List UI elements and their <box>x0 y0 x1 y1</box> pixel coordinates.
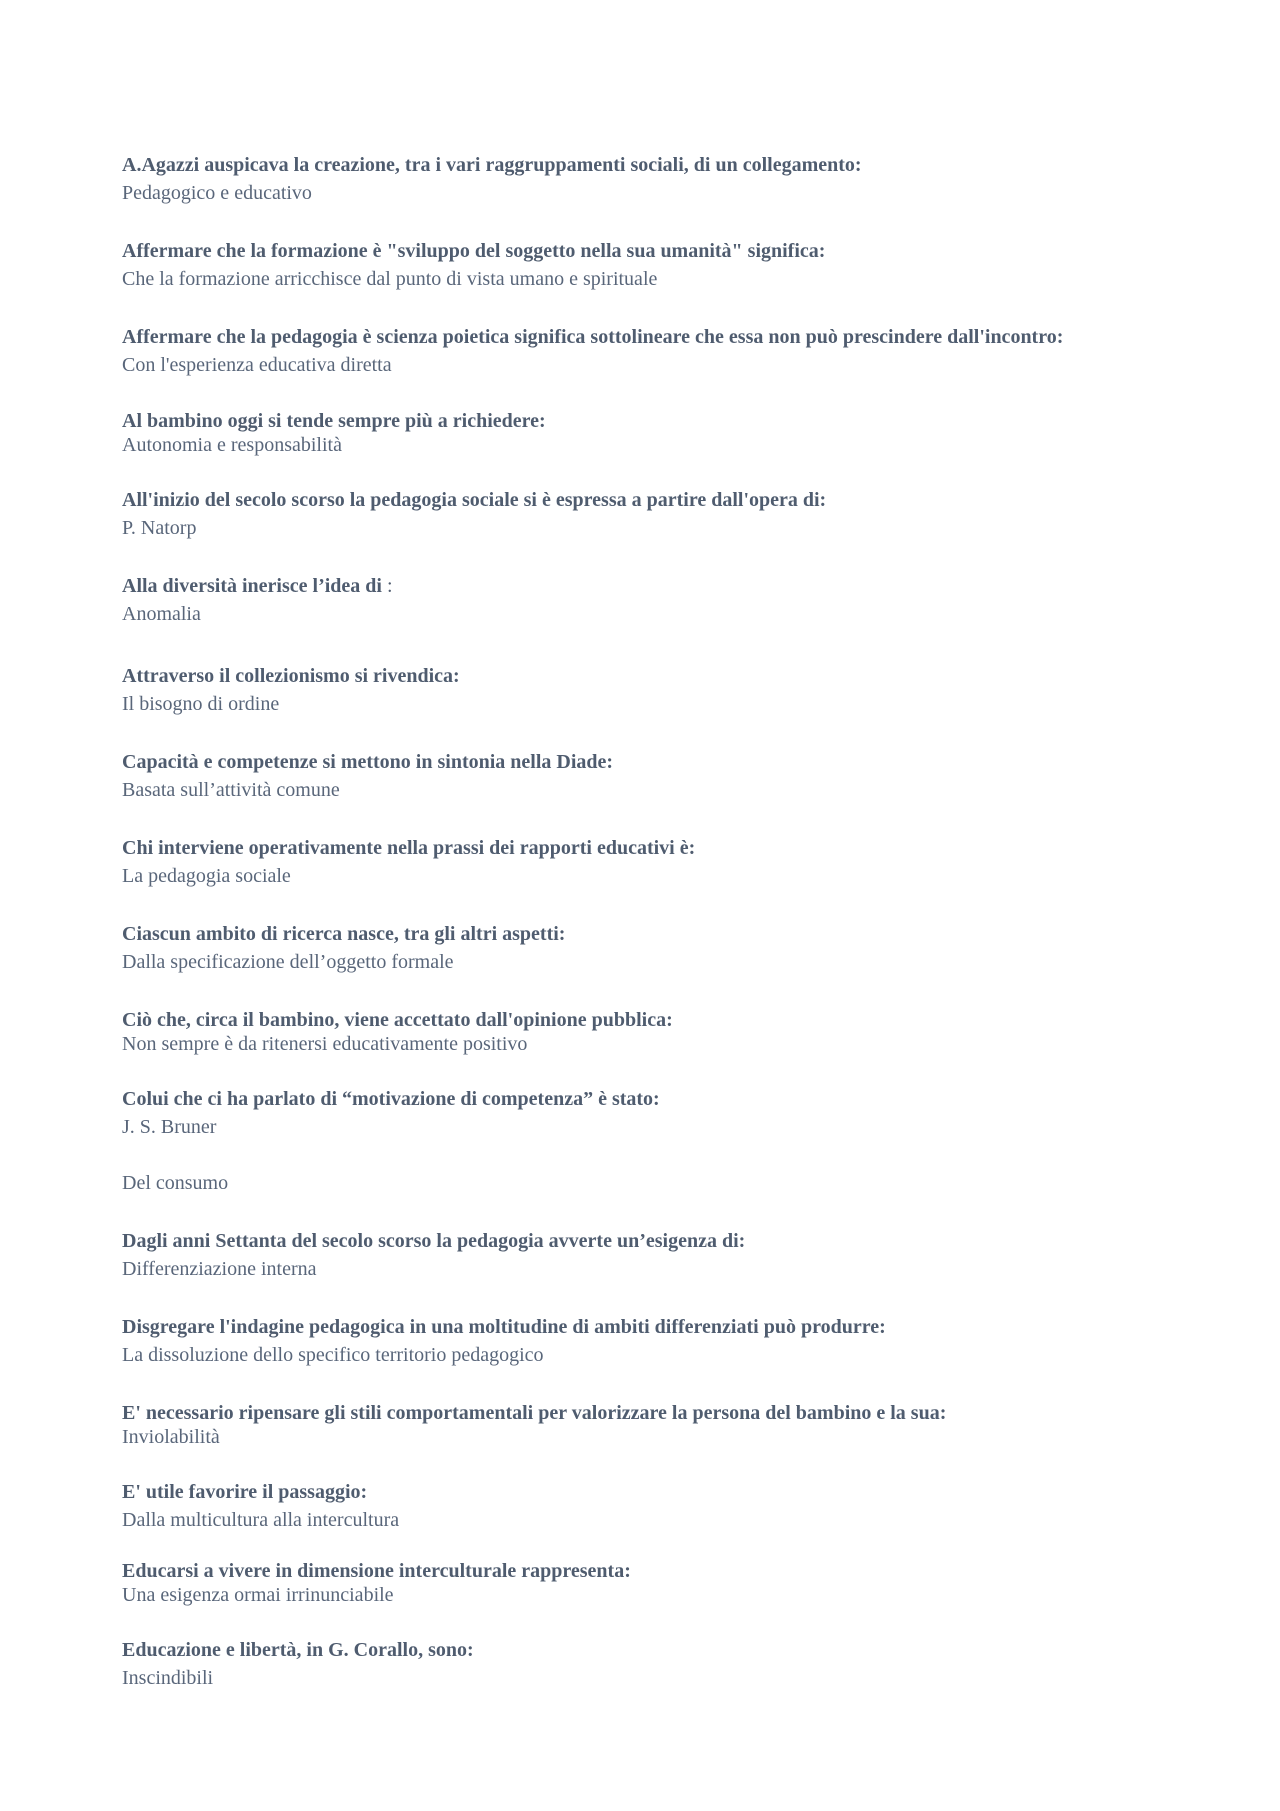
answer: Anomalia <box>122 603 201 625</box>
answer: Che la formazione arricchisce dal punto di vista umano e spirituale <box>122 268 658 290</box>
question: A.Agazzi auspicava la creazione, tra i vari raggruppamenti sociali, di un collegamento: <box>122 154 862 176</box>
answer: Inviolabilità <box>122 1426 220 1448</box>
qa-item-8 <box>122 749 1242 803</box>
question: Dagli anni Settanta del secolo scorso la pedagogia avverte un’esigenza di: <box>122 1230 746 1252</box>
question: Colui che ci ha parlato di “motivazione di competenza” è stato: <box>122 1088 660 1110</box>
answer: Con l'esperienza educativa diretta <box>122 354 392 376</box>
question: E' necessario ripensare gli stili comportamentali per valorizzare la persona del bambino e la sua: <box>122 1402 947 1424</box>
qa-item-10 <box>122 921 1242 975</box>
question: Educarsi a vivere in dimensione interculturale rappresenta: <box>122 1560 631 1582</box>
qa-item-15 <box>122 1314 1242 1368</box>
qa-item-2 <box>122 238 1242 292</box>
question: Affermare che la formazione è "sviluppo del soggetto nella sua umanità" significa: <box>122 240 826 262</box>
answer: Inscindibili <box>122 1667 214 1689</box>
question: Al bambino oggi si tende sempre più a richiedere: <box>122 410 546 432</box>
answer: Una esigenza ormai irrinunciabile <box>122 1584 394 1606</box>
question <box>122 573 1242 599</box>
answer: P. Natorp <box>122 517 197 539</box>
answer: Dalla specificazione dell’oggetto formale <box>122 951 454 973</box>
answer: Differenziazione interna <box>122 1258 317 1280</box>
answer: Non sempre è da ritenersi educativamente positivo <box>122 1033 528 1055</box>
qa-item-5 <box>122 487 1242 541</box>
qa-item-6 <box>122 573 1242 627</box>
question: Affermare che la pedagogia è scienza poietica significa sottolineare che essa non può prescindere dall'incontro: <box>122 326 1064 348</box>
answer: Basata sull’attività comune <box>122 779 340 801</box>
answer: Dalla multicultura alla intercultura <box>122 1509 400 1531</box>
qa-item-16 <box>122 1400 1242 1450</box>
question: All'inizio del secolo scorso la pedagogia sociale si è espressa a partire dall'opera di: <box>122 489 827 511</box>
answer: Del consumo <box>122 1172 229 1194</box>
qa-item-17 <box>122 1479 1242 1533</box>
question-text: Alla diversità inerisce l’idea di <box>122 575 382 597</box>
qa-item-7 <box>122 663 1242 717</box>
answer: La pedagogia sociale <box>122 865 291 887</box>
qa-item-19 <box>122 1637 1242 1691</box>
answer: Il bisogno di ordine <box>122 693 280 715</box>
answer: J. S. Bruner <box>122 1116 217 1138</box>
qa-item-1 <box>122 152 1242 206</box>
question: Attraverso il collezionismo si rivendica: <box>122 665 460 687</box>
answer: Pedagogico e educativo <box>122 182 312 204</box>
question: Ciò che, circa il bambino, viene accettato dall'opinione pubblica: <box>122 1009 673 1031</box>
qa-item-18 <box>122 1558 1242 1608</box>
answer: Autonomia e responsabilità <box>122 434 342 456</box>
answer: La dissoluzione dello specifico territorio pedagogico <box>122 1344 544 1366</box>
qa-item-14 <box>122 1228 1242 1282</box>
question: E' utile favorire il passaggio: <box>122 1481 368 1503</box>
question: Chi interviene operativamente nella prassi dei rapporti educativi è: <box>122 837 696 859</box>
question: Ciascun ambito di ricerca nasce, tra gli altri aspetti: <box>122 923 566 945</box>
qa-item-9 <box>122 835 1242 889</box>
question: Educazione e libertà, in G. Corallo, sono: <box>122 1639 474 1661</box>
qa-item-3 <box>122 324 1242 378</box>
qa-item-4 <box>122 408 1242 458</box>
qa-item-12 <box>122 1086 1242 1140</box>
question: Capacità e competenze si mettono in sintonia nella Diade: <box>122 751 614 773</box>
question-suffix: : <box>381 575 393 597</box>
question: Disgregare l'indagine pedagogica in una moltitudine di ambiti differenziati può produrre: <box>122 1316 886 1338</box>
qa-item-13 <box>122 1170 1242 1196</box>
qa-item-11 <box>122 1007 1242 1057</box>
